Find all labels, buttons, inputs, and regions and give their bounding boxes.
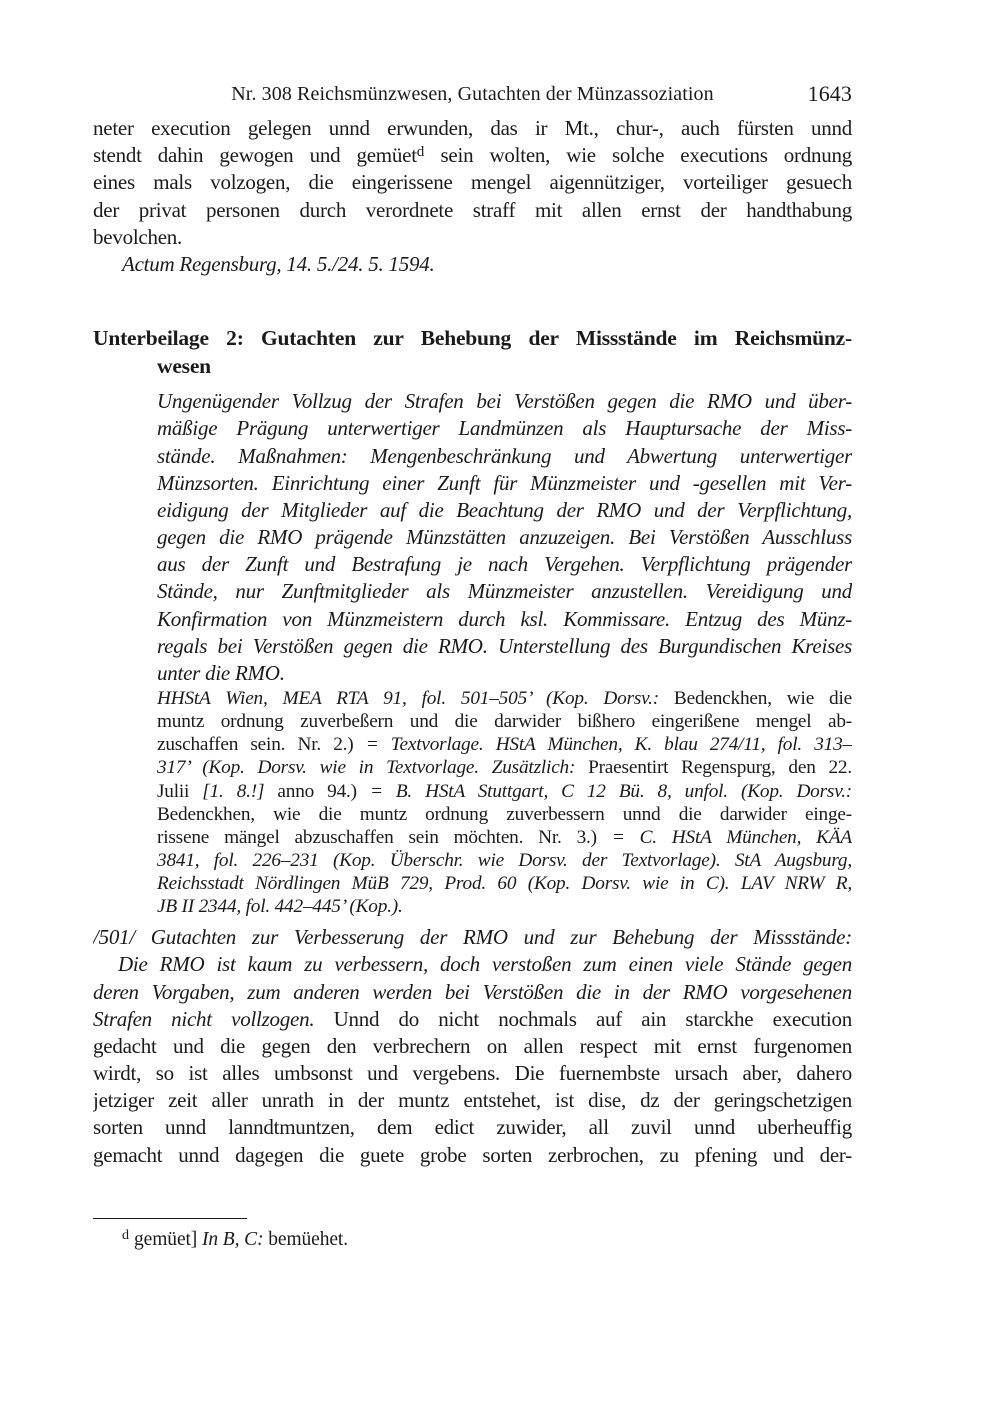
folio-marker-line [93,924,852,951]
text-segment: wirdt, so ist alles umbsonst und vergebens. Die fuernembste ursach aber, dahero [93,1061,852,1086]
text-line [93,251,852,278]
text-segment: Stände, nur Zunftmitglieder als Münzmeister anzustellen. Vereidigung und [157,579,852,604]
text-segment: Unterbeilage 2: Gutachten zur Behebung der Missstände im Reichsmünz- [93,326,852,351]
text-segment: 317’ (Kop. Dorsv. wie in Textvorlage. Zusätzlich: [157,757,576,779]
text-segment: = Textvorlage. HStA München, K. blau 274/11, fol. 313– [353,734,852,756]
summary-abstract [157,388,852,687]
text-line [93,352,852,380]
text-segment: Praesentirt Regenspurg, den 22. [575,757,852,779]
text-segment: regals bei Verstößen gegen die RMO. Unterstellung des Burgundischen Kreises [157,633,852,658]
text-segment: gemacht unnd dagegen die guete grobe sorten zerbrochen, zu pfening und der- [93,1142,852,1167]
text-segment: [1. 8.!] [202,780,265,802]
text-segment: In B, C: [201,1228,264,1250]
opening-paragraph [93,115,852,251]
text-line [157,687,852,710]
text-segment: Reichsstadt Nördlingen MüB 729, Prod. 60 (Kop. Dorsv. wie in C). LAV NRW R, [157,872,852,894]
text-line [93,924,852,951]
body-text [93,115,852,1169]
text-line [157,660,852,687]
text-segment: der privat personen durch verordnete straff mit allen ernst der handthabung [93,197,852,222]
text-segment: Die RMO ist kaum zu verbessern, doch verstoßen zum einen viele Stände gegen [118,952,852,977]
text-line [93,1142,852,1169]
text-segment: Julii [157,780,203,802]
datum-line [93,251,852,278]
text-line [157,470,852,497]
text-line [93,1114,852,1141]
text-line [93,1006,852,1033]
text-segment: neter execution gelegen unnd erwunden, das ir Mt., chur-, auch fürsten unnd [93,116,852,140]
text-segment: Ungenügender Vollzug der Strafen bei Verstößen gegen die RMO und über- [157,389,852,414]
text-line [157,849,852,872]
page-number: 1643 [807,81,852,106]
text-segment: wesen [157,354,211,379]
text-segment: stände. Maßnahmen: Mengenbeschränkung und Abwertung unterwertiger [157,443,852,468]
text-segment: bemüehet. [263,1228,349,1250]
text-segment: HHStA Wien, MEA RTA 91, fol. 501–505’ (Kop. Dorsv.: [157,688,659,710]
text-line [157,551,852,578]
text-line [157,415,852,442]
subdocument-heading [93,324,852,380]
text-line [157,710,852,733]
text-line [93,142,852,169]
text-line [157,780,852,803]
main-paragraph [93,951,852,1169]
text-line [93,197,852,224]
text-segment: deren Vorgaben, zum anderen werden bei Verstößen die in der RMO vorgesehenen [93,979,852,1004]
text-segment: sorten unnd lanndtmuntzen, dem edict zuwider, all zuvil unnd uberheuffig [93,1115,852,1140]
text-segment: Strafen nicht vollzogen. [93,1006,315,1031]
running-header [93,81,852,108]
text-line [157,524,852,551]
text-segment: jetziger zeit aller unrath in der muntz entstehet, ist dise, dz der geringschetzigen [93,1088,852,1113]
text-segment: eidigung der Mitglieder auf die Beachtung der RMO und der Verpflichtung, [157,497,852,522]
text-column [93,0,852,1253]
text-line [93,169,852,196]
text-line [157,497,852,524]
text-line [93,1087,852,1114]
text-segment: aus der Zunft und Bestrafung je nach Vergehen. Verpflichtung prägender [157,552,852,577]
text-line [93,324,852,352]
text-segment: mäßige Prägung unterwertiger Landmünzen als Hauptursache der Miss- [157,416,852,441]
text-line [93,115,852,142]
source-provenance [157,687,852,918]
text-line [157,578,852,605]
text-line [157,872,852,895]
text-line [93,224,852,251]
text-segment: JB II 2344, fol. 442–445’ (Kop.). [157,896,403,918]
text-segment: = B. HStA Stuttgart, C 12 Bü. 8, unfol. (Kop. Dorsv.: [356,780,852,802]
text-segment: stendt dahin gewogen und gemüet [93,143,417,168]
text-segment: rissene mängel abzuschaffen sein möchten. Nr. 3.) [157,826,597,848]
text-segment: gedacht und die gegen den verbrechern on allen respect mit ernst furgenomen [93,1033,852,1058]
header-title: Nr. 308 Reichsmünzwesen, Gutachten der Münzassoziation [231,83,714,105]
text-segment: anno 94.) [264,780,357,802]
text-segment: Unnd do nicht nochmals auf ain starckhe execution [314,1006,852,1031]
footnote-reference-mark: d [122,1227,130,1244]
text-segment: unter die RMO. [157,661,285,685]
text-segment: Bedenckhen, wie die muntz ordnung zuverbessern unnd die darwider einge- [157,803,852,825]
text-segment: Actum Regensburg, 14. 5./24. 5. 1594. [122,251,435,276]
text-line [157,826,852,849]
text-line [93,951,852,978]
text-segment: eines mals volzogen, die eingerissene mengel aigennütziger, vorteiliger gesuech [93,170,852,195]
text-segment: 3841, fol. 226–231 (Kop. Überschr. wie Dorsv. der Textvorlage). StA Augsburg, [157,849,852,871]
text-segment: gegen die RMO prägende Münzstätten anzuzeigen. Bei Verstößen Ausschluss [157,525,852,550]
text-line [157,803,852,826]
text-segment: muntz ordnung zuverbeßern und die darwider bißhero eingerißene mengel ab- [157,711,852,733]
text-segment: Konfirmation von Münzmeistern durch ksl. Kommissare. Entzug des Münz- [157,606,852,631]
text-line [157,633,852,660]
footnote-divider [93,1218,247,1219]
text-segment: /501/ Gutachten zur Verbesserung der RMO und zur Behebung der Missstände: [93,925,852,950]
text-line [157,606,852,633]
text-segment: sein wolten, wie solche executions ordnung [424,143,852,168]
text-segment: gemüet] [134,1228,202,1250]
text-line [157,388,852,415]
footnote [93,1228,852,1253]
text-line [93,1033,852,1060]
text-segment: = C. HStA München, KÄA [596,826,852,848]
text-line [157,895,852,918]
text-segment: bevolchen. [93,224,183,249]
text-line [93,1060,852,1087]
text-line [157,443,852,470]
text-segment: zuschaffen sein. Nr. 2.) [157,734,354,756]
text-line [157,756,852,779]
text-segment: Münzsorten. Einrichtung einer Zunft für Münzmeister und -gesellen mit Ver- [157,470,852,495]
text-segment: Bedenckhen, wie die [658,688,852,710]
text-line [93,979,852,1006]
footnote-reference-mark: d [416,144,425,161]
text-line [157,733,852,756]
